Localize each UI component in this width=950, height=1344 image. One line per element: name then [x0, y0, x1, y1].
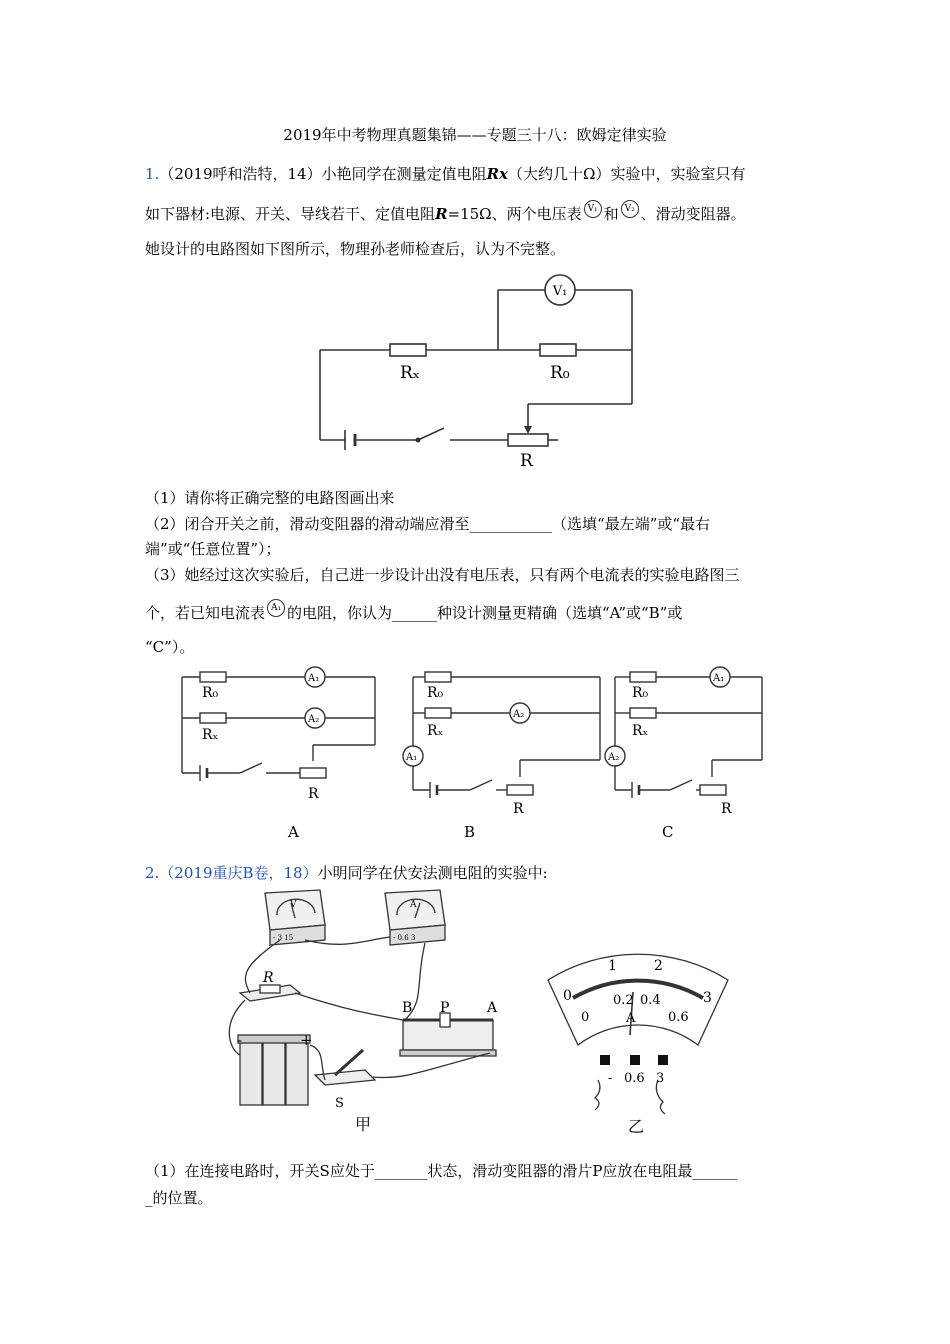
q1-number: 1. [145, 165, 160, 183]
a-dial-label: A [410, 900, 417, 910]
q2-part-1b: _的位置。 [145, 1189, 213, 1207]
a-end-label: A [487, 1000, 498, 1016]
p-label: P [440, 1000, 450, 1016]
q1-part-2b: 端”或“任意位置”）； [145, 540, 281, 558]
q1-part-3b-1: 个，若已知电流表 [145, 604, 266, 622]
r-label: R [520, 451, 533, 471]
switch-blade [418, 428, 444, 440]
q1-line-1 [145, 163, 745, 184]
q1-text-1b: （大约几十Ω）实验中，实验室只有 [508, 165, 746, 183]
rheostat-device [400, 1013, 496, 1056]
q2-figure-jia [225, 885, 525, 1135]
q2-figure-yi [538, 940, 738, 1140]
outer-tick-0: 0 [563, 988, 572, 1004]
b-rx-label: Rₓ [427, 723, 444, 739]
q1-part-3b-2: 的电阻，你认为______种设计测量更精确（选填“A”或“B”或 [287, 604, 683, 622]
v-terminals-label: - 3 15 [273, 934, 294, 942]
inner-tick-02: 0.2 [613, 993, 634, 1008]
inner-tick-04: 0.4 [640, 993, 661, 1008]
switch-device [315, 1050, 375, 1085]
a-a2-label: A₂ [308, 714, 320, 725]
b-r-label: R [513, 801, 524, 817]
q1-rx: Rx [486, 165, 509, 183]
wire [295, 993, 403, 1020]
a-rx-label: Rₓ [202, 727, 219, 743]
q1-part-3b [145, 599, 682, 623]
a-a1-label: A₁ [308, 673, 320, 684]
outer-tick-3: 3 [703, 990, 712, 1006]
q2-part-1a: （1）在连接电路时，开关S应处于_______状态，滑动变阻器的滑片P应放在电阻最______ [145, 1162, 738, 1180]
minus-label: - [237, 1031, 243, 1049]
q1-line-2 [145, 200, 746, 224]
outer-tick-1: 1 [608, 958, 617, 974]
rheostat-r [508, 434, 548, 446]
q2-text: 小明同学在伏安法测电阻的实验中: [317, 864, 548, 882]
diagram-a-label: A [288, 823, 299, 841]
q1-circuit-diagram [300, 270, 650, 475]
q1-text-2a: 如下器材:电源、开关、导线若干、定值电阻 [145, 205, 436, 223]
terminal-label-06: 0.6 [624, 1071, 645, 1086]
fig-yi-label: 乙 [628, 1117, 645, 1136]
terminal-06 [630, 1055, 640, 1065]
b-label: B [402, 1000, 413, 1016]
q1-part-1: （1）请你将正确完整的电路图画出来 [145, 489, 395, 507]
q1-text-1a: 小艳同学在测量定值电阻 [321, 165, 487, 183]
q1-text-2c: 、滑动变阻器。 [640, 205, 746, 223]
c-a2-label: A₂ [608, 752, 620, 763]
resistor-rx [390, 344, 426, 356]
page-title: 2019年中考物理真题集锦——专题三十八：欧姆定律实验 [283, 126, 667, 144]
voltmeter-v1-icon: V₁ [584, 200, 602, 218]
b-r0-label: R₀ [427, 685, 444, 701]
q1-text-2b: =15Ω、两个电压表 [447, 205, 582, 223]
ammeter-a1-icon: A₁ [267, 599, 285, 617]
q2-line-1 [145, 862, 548, 883]
resistor-r0 [540, 344, 576, 356]
q1-he: 和 [603, 205, 619, 223]
q1-part-2a: （2）闭合开关之前，滑动变阻器的滑动端应滑至___________（选填“最左端”或“最右 [145, 515, 711, 533]
inner-tick-06: 0.6 [668, 1010, 689, 1025]
s-label: S [335, 1096, 344, 1111]
q1-part-3c: “C”）。 [145, 638, 195, 656]
b-a2-label: A₂ [513, 709, 525, 720]
dial-face [548, 954, 728, 1045]
scale-arc [573, 981, 703, 998]
plus-label: + [300, 1031, 313, 1049]
switch-pivot [416, 438, 421, 443]
c-a1-label: A₁ [713, 673, 725, 684]
r-label: R [263, 970, 274, 986]
wire [373, 1053, 490, 1078]
q1-abc-diagrams [170, 665, 800, 845]
diagram-b-label: B [464, 823, 476, 841]
terminal-3 [658, 1055, 668, 1065]
diagram-c [605, 667, 762, 798]
b-a1-label: A₁ [406, 752, 418, 763]
a-terminals-label: - 0.6 3 [393, 934, 416, 942]
v1-label: V₁ [552, 284, 568, 299]
q1-r: R [435, 205, 448, 223]
fig-jia-label: 甲 [355, 1115, 372, 1134]
terminal-label-3: 3 [656, 1071, 665, 1086]
q1-source: （2019呼和浩特，14） [159, 165, 322, 183]
a-r0-label: R₀ [202, 685, 219, 701]
voltmeter-v2-icon: V₂ [621, 200, 639, 218]
diagram-c-label: C [662, 823, 674, 841]
rx-label: Rₓ [400, 363, 421, 383]
outer-tick-2: 2 [654, 958, 663, 974]
slider-arrow-icon [524, 426, 532, 434]
c-r-label: R [721, 801, 732, 817]
wire [595, 1080, 600, 1110]
unit-label: A [626, 1011, 636, 1026]
c-rx-label: Rₓ [632, 723, 649, 739]
r0-label: R₀ [550, 363, 570, 383]
v-dial-label: V [290, 900, 297, 910]
c-r0-label: R₀ [632, 685, 649, 701]
terminal-minus [600, 1055, 610, 1065]
q2-source: 2.（2019重庆B卷，18） [145, 864, 318, 882]
q1-line-3: 她设计的电路图如下图所示，物理孙老师检查后，认为不完整。 [145, 240, 566, 258]
terminal-label-minus: - [608, 1071, 613, 1086]
resistor-r-device [240, 985, 300, 1001]
q1-part-3a: （3）她经过这次实验后，自己进一步设计出没有电压表，只有两个电流表的实验电路图三 [145, 566, 740, 584]
a-r-label: R [308, 786, 319, 802]
inner-tick-0: 0 [581, 1010, 590, 1025]
